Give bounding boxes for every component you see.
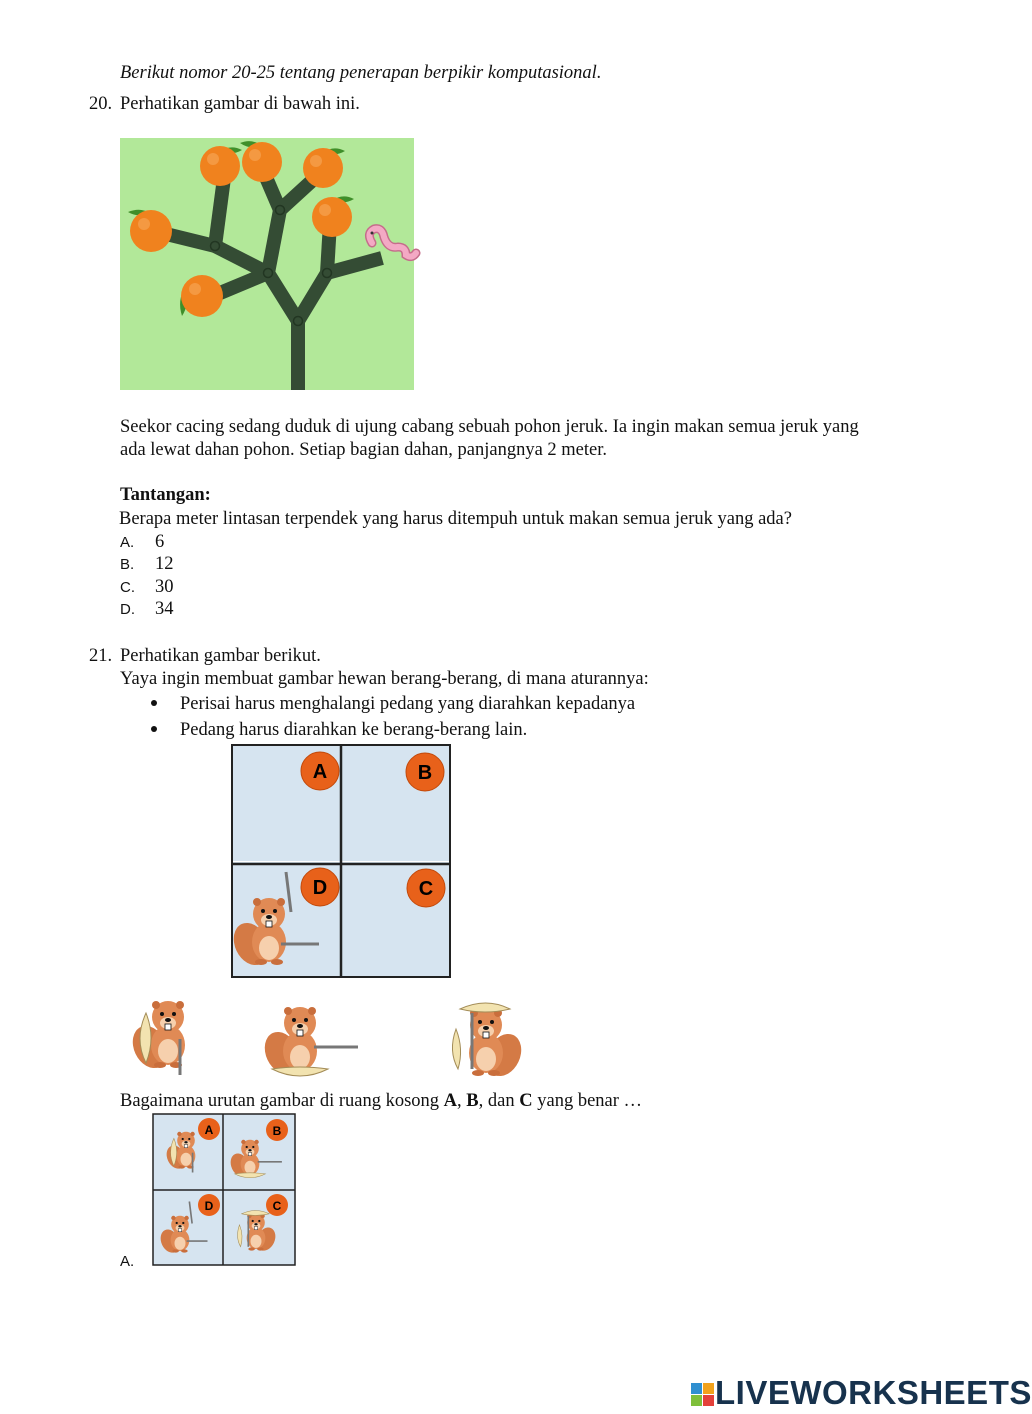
small-badge-d <box>198 1194 220 1216</box>
badge-d <box>301 868 339 906</box>
option-b[interactable] <box>120 552 174 577</box>
beaver-choice-shield-left <box>130 993 200 1077</box>
beaver-choice-sword-right <box>262 1005 362 1079</box>
badge-c-label: C <box>418 878 434 900</box>
option-value: 30 <box>155 577 174 597</box>
option-letter: D. <box>120 601 135 618</box>
q21-rules-intro: Yaya ingin membuat gambar hewan berang-berang, di mana aturannya: <box>120 669 649 689</box>
q21-question-part: yang benar … <box>532 1091 643 1111</box>
q21-question-part: , dan <box>478 1091 520 1111</box>
rule-1: Perisai harus menghalangi pedang yang diarahkan kepadanya <box>180 694 636 714</box>
liveworksheets-logo <box>691 1374 1032 1412</box>
q20-paragraph-line2: ada lewat dahan pohon. Setiap bagian dahan, panjangnya 2 meter. <box>120 440 607 460</box>
logo-blocks-icon <box>691 1379 715 1407</box>
small-badge-d-label: D <box>204 1199 214 1213</box>
beaver-choice-shield-top <box>450 999 528 1077</box>
badge-b <box>406 753 444 791</box>
q21-question-part: Bagaimana urutan gambar di ruang kosong <box>120 1091 444 1111</box>
intro-text: Berikut nomor 20-25 tentang penerapan berpikir komputasional. <box>120 63 602 83</box>
q21-question <box>120 1089 642 1113</box>
badge-c <box>407 869 445 907</box>
q21-question-a: A <box>443 1091 458 1111</box>
small-badge-c <box>266 1194 288 1216</box>
small-badge-b-label: B <box>272 1124 282 1138</box>
q21-question-c: C <box>519 1091 533 1111</box>
small-badge-b <box>266 1119 288 1141</box>
q21-question-part: , <box>457 1091 467 1111</box>
badge-d-label: D <box>312 877 328 899</box>
option-letter: A. <box>120 534 135 551</box>
q21-number: 21. <box>89 646 113 666</box>
option-letter: B. <box>120 556 135 573</box>
badge-a <box>301 752 339 790</box>
beaver-grid-image <box>231 744 453 980</box>
small-badge-a <box>198 1118 220 1140</box>
option-value: 12 <box>155 554 174 574</box>
badge-a-label: A <box>312 761 328 783</box>
q21-prompt: Perhatikan gambar berikut. <box>120 646 321 666</box>
bullet-dot <box>151 700 157 706</box>
option-d[interactable] <box>120 597 174 622</box>
q21-question-b: B <box>466 1091 479 1111</box>
brand-text: LIVEWORKSHEETS <box>715 1374 1032 1411</box>
small-badge-a-label: A <box>204 1123 214 1137</box>
bullet-dot <box>151 726 157 732</box>
q20-prompt: Perhatikan gambar di bawah ini. <box>120 94 360 114</box>
q20-number: 20. <box>89 94 113 114</box>
q20-paragraph-line1: Seekor cacing sedang duduk di ujung cabang sebuah pohon jeruk. Ia ingin makan semua jeruk yang <box>120 417 859 437</box>
option-letter: C. <box>120 579 135 596</box>
orange-tree-image <box>120 138 414 390</box>
small-badge-c-label: C <box>272 1199 282 1213</box>
answer-a-grid[interactable] <box>152 1113 296 1266</box>
answer-a-letter[interactable]: A. <box>120 1253 135 1270</box>
rule-2: Pedang harus diarahkan ke berang-berang lain. <box>180 720 528 740</box>
option-value: 6 <box>155 532 165 552</box>
challenge-label: Tantangan: <box>120 485 211 505</box>
badge-b-label: B <box>417 762 433 784</box>
q20-question: Berapa meter lintasan terpendek yang harus ditempuh untuk makan semua jeruk yang ada? <box>119 509 792 529</box>
option-value: 34 <box>155 599 174 619</box>
